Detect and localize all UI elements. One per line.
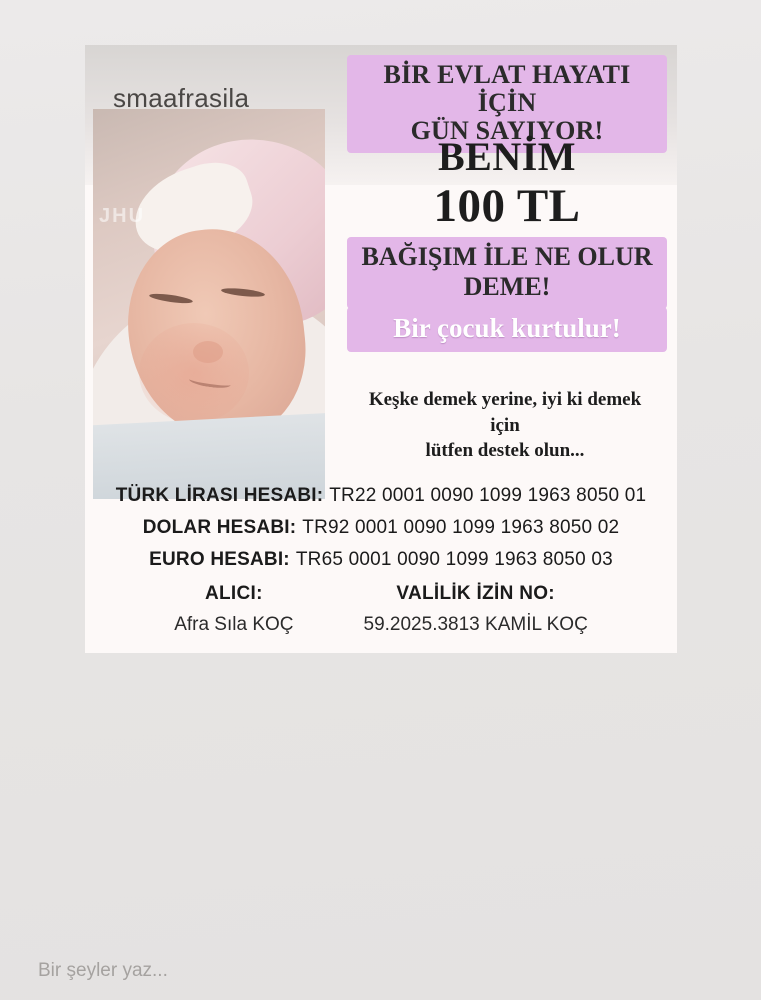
sticker-mid-line2: DEME! (421, 273, 593, 301)
bank-label: EURO HESABI: (149, 549, 290, 570)
reply-input[interactable]: Bir şeyler yaz... (38, 960, 168, 981)
story-footer (85, 583, 677, 636)
permit-column (364, 583, 588, 636)
photo-cheek-shape (139, 323, 249, 423)
sticker-top-line2: GÜN SAYIYOR! (410, 116, 604, 146)
permit-title: VALİLİK İZİN NO: (396, 583, 555, 604)
headline-amount: 100 TL (433, 180, 581, 232)
sticker-top-line1: BİR EVLAT HAYATI İÇİN (383, 60, 631, 118)
headline-benim: BENİM (437, 134, 577, 179)
bank-row (85, 517, 677, 539)
subtext-line2: için (490, 414, 520, 436)
bank-value: TR22 0001 0090 1099 1963 8050 01 (329, 485, 647, 506)
recipient-title: ALICI: (204, 583, 263, 604)
subtext-line1: Keşke demek yerine, iyi ki demek (368, 389, 642, 410)
recipient-value: Afra Sıla KOÇ (174, 614, 294, 635)
story-card[interactable] (85, 45, 677, 653)
reply-bar[interactable] (0, 922, 761, 1000)
bank-row (85, 549, 677, 571)
baby-photo (93, 109, 325, 499)
sticker-mid-banner (347, 237, 667, 309)
sticker-mid-line1: BAĞIŞIM İLE NE OLUR (361, 242, 653, 271)
bank-value: TR65 0001 0090 1099 1963 8050 03 (295, 549, 613, 570)
bank-accounts-list (85, 485, 677, 581)
sticker-highlight: Bir çocuk kurtulur! (347, 307, 667, 352)
bank-row (85, 485, 677, 507)
bank-value: TR92 0001 0090 1099 1963 8050 02 (302, 517, 620, 538)
photo-background-letters: JHU (99, 205, 146, 227)
bank-label: DOLAR HESABI: (142, 517, 297, 538)
story-username[interactable]: smaafrasila (113, 83, 250, 113)
photo-nose (193, 341, 223, 363)
bank-label: TÜRK LİRASI HESABI: (115, 485, 324, 506)
story-subtext (337, 387, 673, 464)
permit-value: 59.2025.3813 KAMİL KOÇ (363, 614, 588, 635)
subtext-line3: lütfen destek olun... (425, 440, 585, 462)
recipient-column (174, 583, 293, 636)
